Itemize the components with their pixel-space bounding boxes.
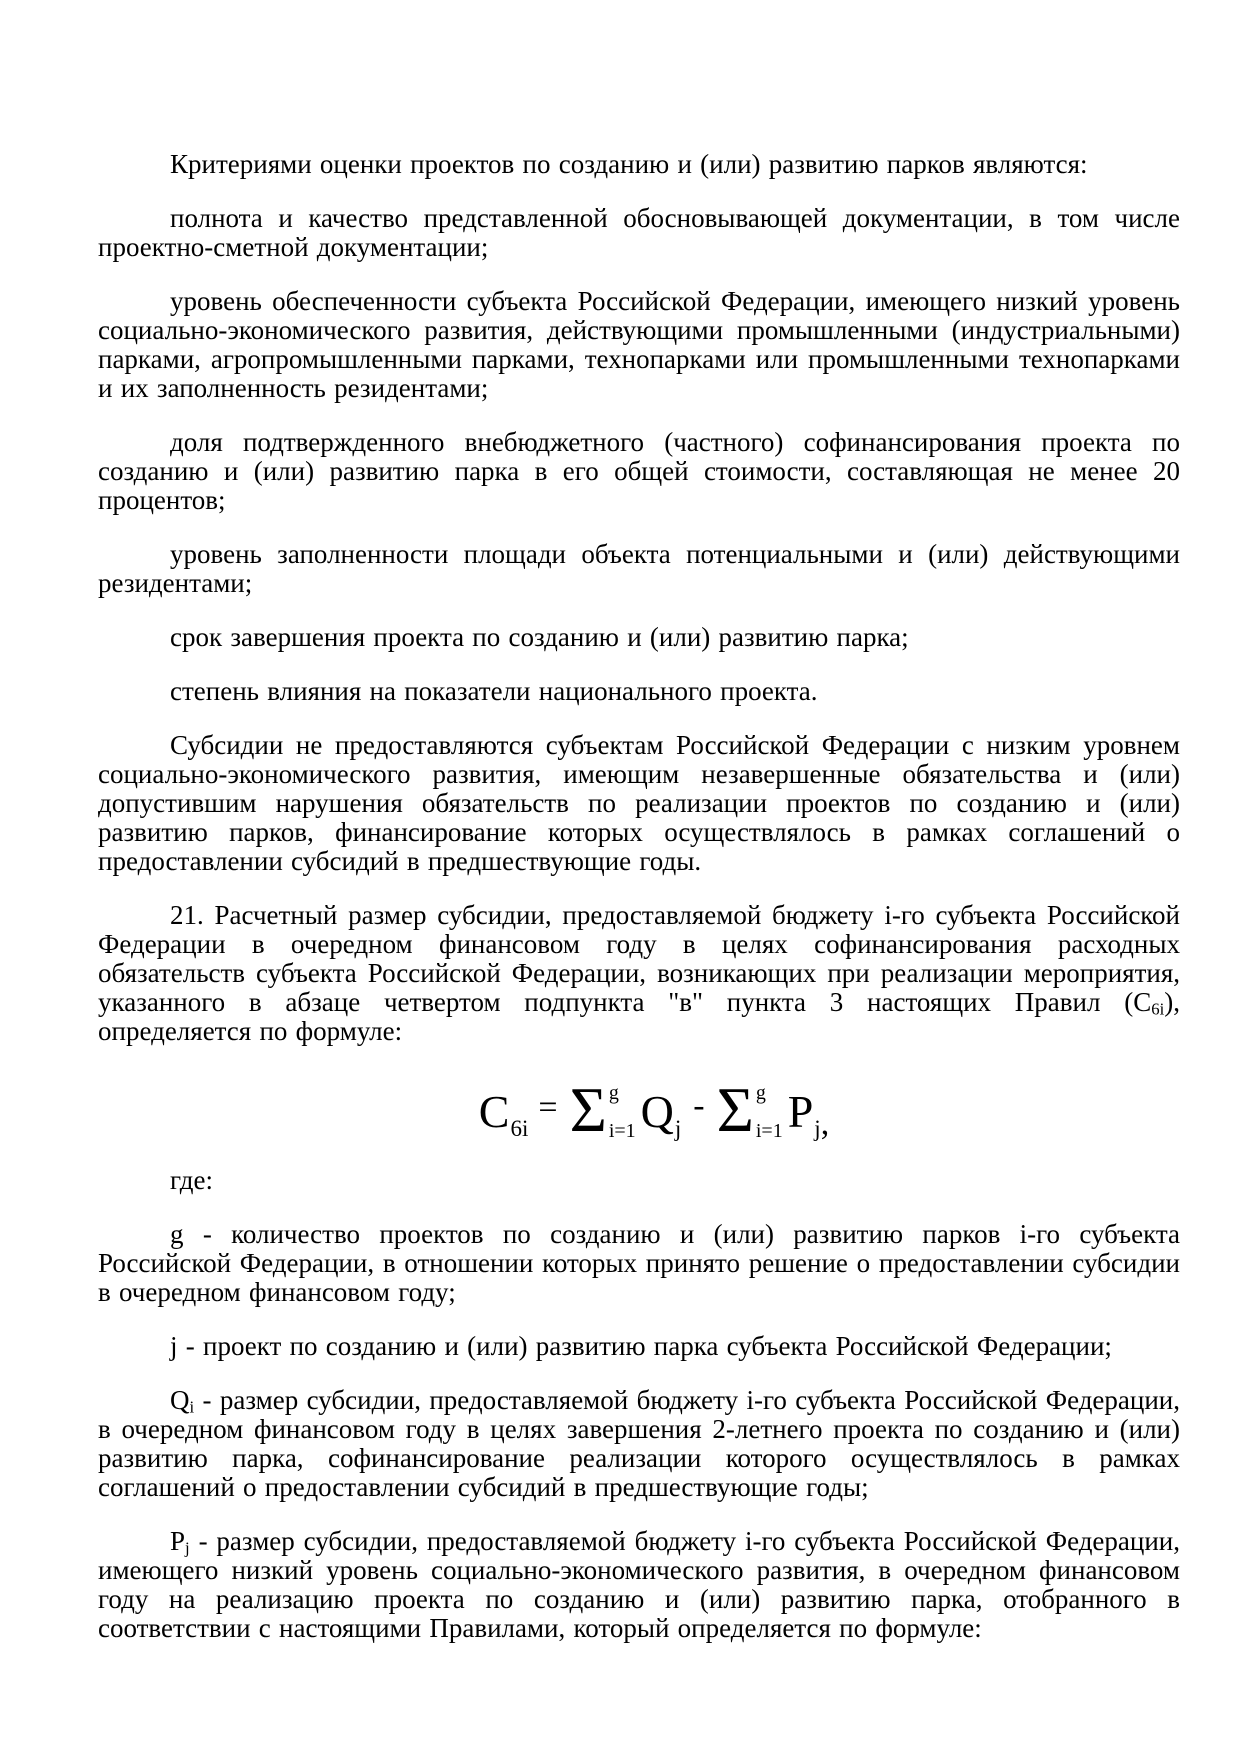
formula-lhs: [478, 1086, 529, 1141]
formula-trailing-comma: ,: [820, 1105, 830, 1142]
formula-sum-1: [569, 1073, 641, 1145]
paragraph-subsidy-restrictions: Субсидии не предоставляются субъектам Российской Федерации с низким уровнем социально-экономического развития, имеющим незавершенные обязательства и (или) допустившим нарушения обязательств по реализации проектов по созданию и (или) развитию парков, финансирование которых осуществлялось в рамках соглашений о предоставлении субсидий в предшествующие годы.: [98, 730, 1180, 876]
paragraph-where: где:: [170, 1165, 213, 1195]
formula-sum-2-upper: g: [755, 1082, 766, 1104]
formula-sum-2: [716, 1073, 788, 1145]
formula-sum-2-lower: i=1: [755, 1120, 783, 1142]
formula-term-p: [787, 1086, 821, 1141]
formula-equals-sign: =: [538, 1089, 558, 1126]
formula-sum-1-limits: [609, 1083, 636, 1141]
paragraph-def-g: g - количество проектов по созданию и (или) развитию парков i-го субъекта Российской Федерации, в отношении которых принято решение о предоставлении субсидии в очередном финансовом году;: [98, 1219, 1180, 1307]
formula-p-subscript: j: [814, 1115, 821, 1141]
paragraph-criterion-documentation: полнота и качество представленной обосновывающей документации, в том числе проектно-сметной документации;: [98, 203, 1180, 262]
sigma-icon: Σ: [716, 1073, 754, 1145]
formula-sum-1-lower: i=1: [608, 1120, 636, 1142]
formula-lhs-subscript: 6i: [510, 1115, 529, 1141]
formula-sum-2-limits: [756, 1083, 783, 1141]
paragraph-def-j: j - проект по созданию и (или) развитию парка субъекта Российской Федерации;: [170, 1331, 1112, 1361]
paragraph-criterion-occupancy: уровень заполненности площади объекта потенциальными и (или) действующими резидентами;: [98, 539, 1180, 598]
paragraph-def-pj: $P_j$ - размер субсидии, предоставляемой бюджету i-го субъекта Российской Федерации, имеющего низкий уровень социально-экономического развития, в очередном финансовом году на реализацию проекта по созданию и (или) развитию парка, отобранного в соответствии с настоящими Правилами, который определяется по формуле:: [98, 1526, 1180, 1643]
paragraph-criterion-parks-availability: уровень обеспеченности субъекта Российской Федерации, имеющего низкий уровень социально-экономического развития, действующими промышленными (индустриальными) парками, агропромышленными парками, технопарками или промышленными технопарками и их заполненность резидентами;: [98, 286, 1180, 403]
paragraph-criterion-cofinancing-share: доля подтвержденного внебюджетного (частного) софинансирования проекта по созданию и (или) развитию парка в его общей стоимости, составляющая не менее 20 процентов;: [98, 427, 1180, 515]
formula-p-base: P: [787, 1086, 814, 1137]
formula-lhs-base: C: [478, 1086, 510, 1137]
paragraph-item-21: 21. Расчетный размер субсидии, предоставляемой бюджету i-го субъекта Российской Федерации в очередном финансовом году в целях софинансирования расходных обязательств субъекта Российской Федерации, возникающих при реализации мероприятия, указанного в абзаце четвертом подпункта "в" пункта 3 настоящих Правил $(С_{6i})$, определяется по формуле:: [98, 900, 1180, 1046]
formula-minus-sign: -: [693, 1087, 705, 1124]
paragraph-criterion-national-project: степень влияния на показатели национального проекта.: [170, 676, 818, 706]
paragraph-criterion-completion-term: срок завершения проекта по созданию и (или) развитию парка;: [170, 622, 909, 652]
sigma-icon: Σ: [569, 1073, 607, 1145]
formula-q-subscript: j: [674, 1115, 682, 1141]
paragraph-def-qi: $Q_i$ - размер субсидии, предоставляемой бюджету i-го субъекта Российской Федерации, в очередном финансовом году в целях завершения 2-летнего проекта по созданию и (или) развитию парка, софинансирование реализации которого осуществлялось в рамках соглашений о предоставлении субсидий в предшествующие годы;: [98, 1385, 1180, 1502]
paragraph-criteria-heading: Критериями оценки проектов по созданию и (или) развитию парков являются:: [170, 149, 1088, 179]
formula-q-base: Q: [640, 1086, 674, 1137]
formula-sum-1-upper: g: [608, 1082, 619, 1104]
formula-c6i: [98, 1072, 1180, 1152]
formula-term-q: [640, 1086, 682, 1141]
